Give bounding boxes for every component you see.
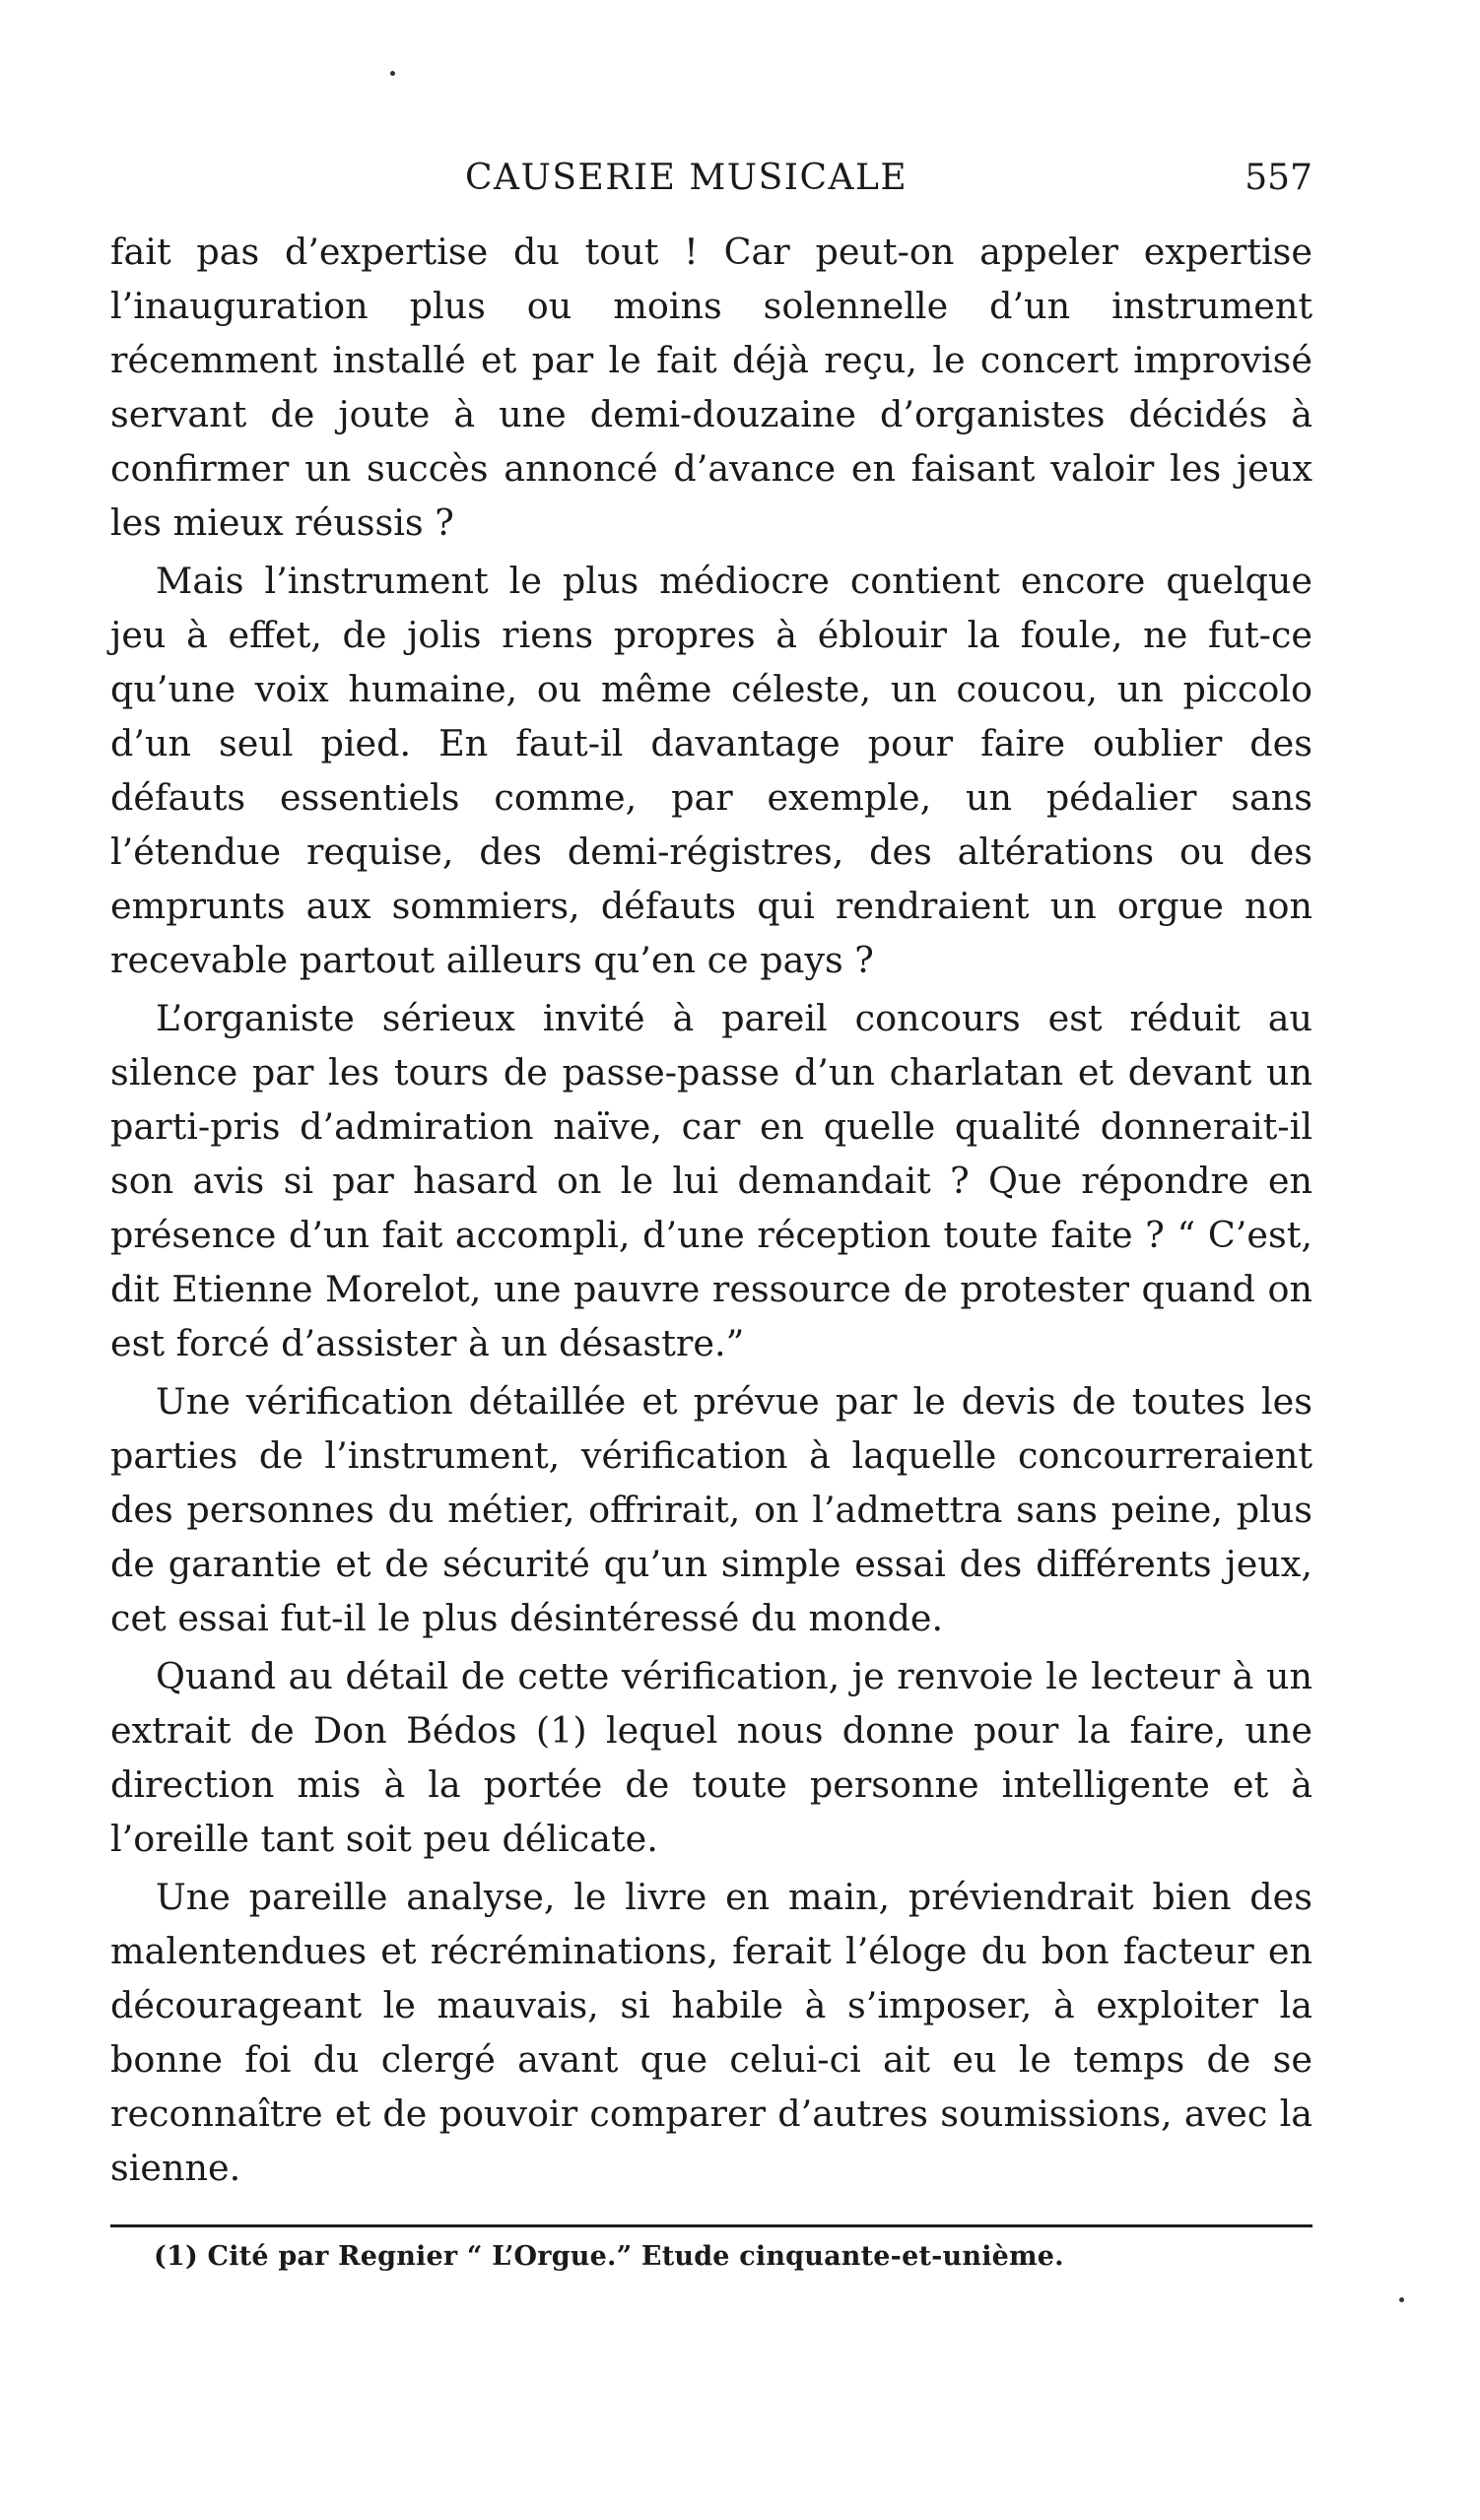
book-page xyxy=(110,158,1312,2272)
footnote-rule xyxy=(110,2224,1312,2227)
paragraph-3: L’organiste sérieux invité à pareil concours est réduit au silence par les tours de passe-passe d’un charlatan et devant un parti-pris d’admiration naïve, car en quelle qualité donnerait-il son avis si par hasard on le lui demandait ? Que répondre en présence d’un fait accompli, d’une réception toute faite ? “ C’est, dit Etienne Morelot, une pauvre ressource de protester quand on est forcé d’assister à un désastre.” xyxy=(110,997,1312,1364)
scan-speck xyxy=(1399,2297,1404,2302)
paragraph-4: Une vérification détaillée et prévue par le devis de toutes les parties de l’instrument, vérification à laquelle concourreraient des personnes du métier, offrirait, on l’admettra sans peine, plus de garantie et de sécurité qu’un simple essai des différents jeux, cet essai fut-il le plus désintéressé du monde. xyxy=(110,1380,1312,1639)
footnote: (1) Cité par Regnier “ L’Orgue.” Etude cinquante-et-unième. xyxy=(154,2241,1064,2272)
running-header xyxy=(110,158,1312,217)
scan-speck xyxy=(390,71,395,76)
running-title: CAUSERIE MUSICALE xyxy=(465,158,908,198)
paragraph-2: Mais l’instrument le plus médiocre contient encore quelque jeu à effet, de jolis riens propres à éblouir la foule, ne fut-ce qu’une voix humaine, ou même céleste, un coucou, un piccolo d’un seul pied. En faut-il davantage pour faire oublier des défauts essentiels comme, par exemple, un pédalier sans l’étendue requise, des demi-régistres, des altérations ou des emprunts aux sommiers, défauts qui rendraient un orgue non recevable partout ailleurs qu’en ce pays ? xyxy=(110,560,1312,981)
page-number: 557 xyxy=(1245,158,1312,198)
paragraph-1: fait pas d’expertise du tout ! Car peut-on appeler expertise l’inauguration plus ou moins solennelle d’un instrument récemment installé et par le fait déjà reçu, le concert improvisé servant de joute à une demi-douzaine d’organistes décidés à confirmer un succès annoncé d’avance en faisant valoir les jeux les mieux réussis ? xyxy=(110,231,1312,544)
body-text xyxy=(110,225,1312,2195)
paragraph-5: Quand au détail de cette vérification, je renvoie le lecteur à un extrait de Don Bédos (1) lequel nous donne pour la faire, une direction mis à la portée de toute personne intelligente et à l’oreille tant soit peu délicate. xyxy=(110,1655,1312,1860)
paragraph-6: Une pareille analyse, le livre en main, préviendrait bien des malentendues et récréminations, ferait l’éloge du bon facteur en décourageant le mauvais, si habile à s’imposer, à exploiter la bonne foi du clergé avant que celui-ci ait eu le temps de se reconnaître et de pouvoir comparer d’autres soumissions, avec la sienne. xyxy=(110,1876,1312,2189)
